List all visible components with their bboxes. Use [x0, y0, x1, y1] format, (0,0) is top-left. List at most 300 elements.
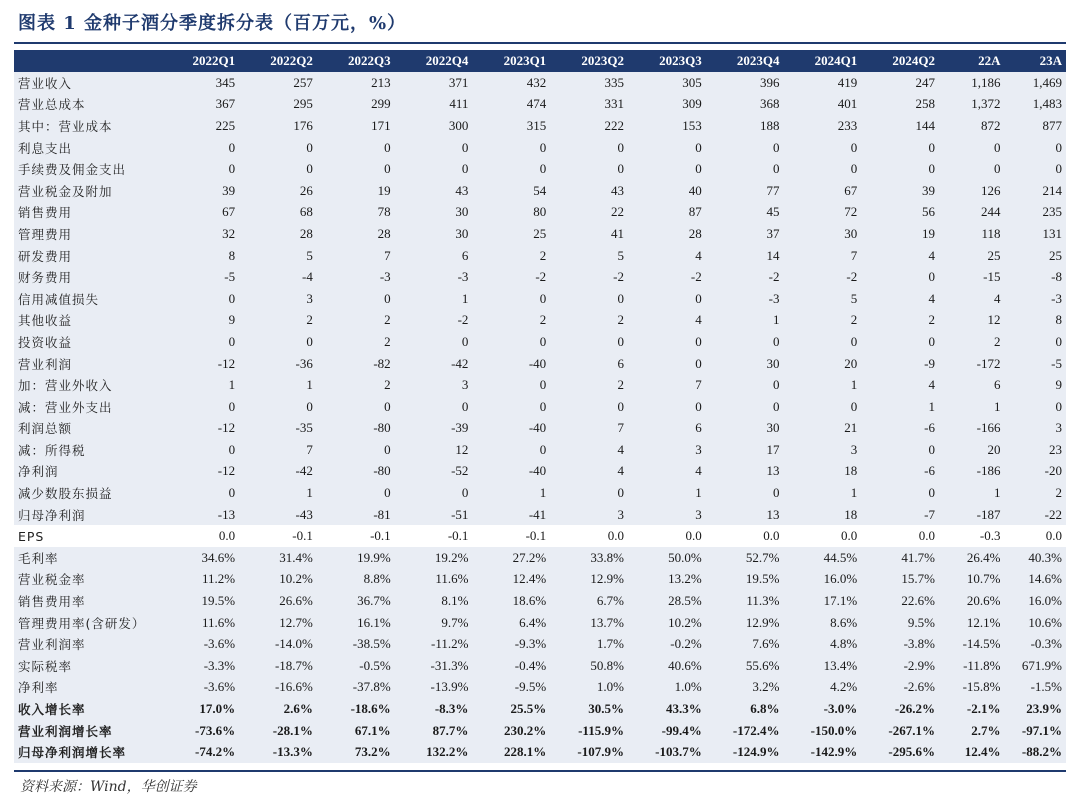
table-cell: -9.5%	[514, 679, 547, 695]
table-cell: 39	[922, 182, 936, 198]
table-cell: 13.2%	[668, 571, 702, 587]
table-row	[14, 633, 1066, 655]
table-cell: 5	[617, 247, 624, 263]
table-cell: 872	[981, 117, 1001, 133]
table-cell: -3	[457, 269, 469, 285]
table-row	[14, 461, 1066, 483]
table-cell: -80	[373, 463, 391, 479]
table-cell: -0.4%	[514, 657, 547, 673]
table-cell: 25	[1049, 247, 1062, 263]
row-label: 加：营业外收入	[18, 378, 113, 394]
table-cell: -0.3%	[1030, 636, 1062, 652]
table-cell: -28.1%	[272, 722, 313, 738]
table-cell: -40	[528, 355, 547, 371]
table-cell: 171	[371, 117, 391, 133]
table-cell: -15	[983, 269, 1001, 285]
table-cell: 0	[994, 139, 1001, 155]
table-cell: 126	[981, 182, 1001, 198]
table-row	[14, 266, 1066, 288]
table-cell: 13.7%	[590, 614, 624, 630]
table-row	[14, 482, 1066, 504]
table-cell: 0	[617, 333, 624, 349]
table-cell: 2	[994, 333, 1001, 349]
table-cell: 1	[695, 485, 702, 501]
table-cell: 257	[293, 74, 313, 90]
table-row	[14, 310, 1066, 332]
row-label: 毛利率	[18, 550, 59, 566]
table-cell: 0	[461, 161, 469, 177]
table-cell: 2	[384, 377, 391, 393]
table-cell: 55.6%	[745, 657, 780, 673]
table-cell: 43	[610, 182, 624, 198]
table-cell: 28	[377, 225, 391, 241]
row-label: 财务费用	[18, 270, 73, 286]
table-row	[14, 158, 1066, 180]
table-cell: 4	[695, 463, 702, 479]
table-cell: -35	[295, 420, 313, 436]
table-cell: -166	[976, 420, 1001, 436]
table-cell: -3	[379, 269, 391, 285]
table-cell: 0.0	[218, 528, 236, 544]
table-cell: 2	[539, 247, 547, 263]
source-note: 资料来源：Wind，华创证券	[20, 779, 197, 795]
table-cell: -8	[1051, 269, 1062, 285]
table-cell: 12.1%	[966, 614, 1001, 630]
table-cell: 3	[617, 506, 624, 522]
table-cell: 0	[384, 485, 391, 501]
table-cell: 31.4%	[279, 549, 313, 565]
table-cell: -14.0%	[274, 636, 313, 652]
table-cell: 0	[617, 139, 624, 155]
table-cell: 30	[844, 225, 858, 241]
table-cell: 345	[215, 74, 236, 90]
table-cell: -3.8%	[903, 636, 936, 652]
table-cell: 6	[617, 355, 624, 371]
table-cell: 0	[461, 333, 469, 349]
table-row	[14, 741, 1066, 763]
table-cell: 16.1%	[357, 614, 391, 630]
table-row	[14, 569, 1066, 591]
table-cell: 214	[1042, 182, 1062, 198]
table-cell: -2.9%	[903, 657, 936, 673]
table-cell: 230.2%	[503, 722, 547, 738]
table-cell: 15.7%	[901, 571, 936, 587]
table-cell: 14.6%	[1028, 571, 1062, 587]
table-cell: 0	[928, 269, 936, 285]
table-row	[14, 137, 1066, 159]
table-cell: -41	[528, 506, 547, 522]
table-cell: -2	[768, 269, 780, 285]
table-cell: 4	[617, 441, 624, 457]
row-label: 利息支出	[18, 140, 73, 156]
table-cell: 10.2%	[279, 571, 313, 587]
table-cell: 0	[617, 485, 624, 501]
title-divider	[14, 42, 1066, 44]
table-cell: -42	[295, 463, 313, 479]
header-label-cell	[14, 50, 161, 72]
table-cell: 87	[688, 204, 702, 220]
table-cell: 20	[844, 355, 858, 371]
row-label: 销售费用	[18, 205, 73, 221]
table-cell: 40.3%	[1028, 549, 1062, 565]
header-cell: 2024Q1	[783, 50, 861, 72]
table-cell: -115.9%	[578, 722, 624, 738]
table-cell: 7	[850, 247, 858, 263]
table-cell: -18.6%	[350, 701, 391, 717]
table-cell: 367	[215, 96, 236, 112]
table-cell: 0.0	[685, 528, 702, 544]
table-cell: -31.3%	[430, 657, 469, 673]
table-row	[14, 547, 1066, 569]
table-cell: 11.6%	[202, 614, 236, 630]
table-row	[14, 612, 1066, 634]
table-cell: 30	[455, 204, 469, 220]
table-cell: 1	[772, 312, 780, 328]
row-label: 营业利润增长率	[18, 723, 113, 739]
table-cell: 671.9%	[1021, 657, 1062, 673]
table-cell: 30	[455, 225, 469, 241]
table-cell: -103.7%	[655, 744, 702, 760]
table-cell: 4	[695, 247, 702, 263]
table-cell: 0	[384, 290, 391, 306]
table-cell: 7.6%	[752, 636, 780, 652]
table-cell: 17	[766, 441, 780, 457]
table-cell: -20	[1044, 463, 1062, 479]
table-cell: -42	[451, 355, 469, 371]
table-cell: 0	[695, 139, 702, 155]
row-label: 管理费用率(含研发）	[18, 615, 146, 631]
table-row	[14, 525, 1066, 547]
table-cell: 0	[384, 139, 391, 155]
table-cell: 13	[766, 506, 780, 522]
table-cell: 7	[617, 420, 624, 436]
table-cell: 0	[1055, 139, 1062, 155]
table-cell: -2	[690, 269, 702, 285]
figure-title: 图表 1 金种子酒分季度拆分表（百万元，%）	[18, 13, 407, 34]
table-cell: 2.7%	[971, 722, 1001, 738]
table-cell: 244	[981, 204, 1001, 220]
table-cell: 22.6%	[901, 593, 936, 609]
table-cell: 0.0	[763, 528, 780, 544]
table-cell: 67	[844, 182, 858, 198]
table-cell: -0.1	[370, 528, 391, 544]
table-cell: 39	[222, 182, 236, 198]
table-cell: 3	[306, 290, 313, 306]
table-cell: 19.9%	[357, 549, 391, 565]
table-cell: 17.0%	[199, 701, 236, 717]
table-cell: 1	[994, 485, 1001, 501]
table-cell: -8.3%	[434, 701, 469, 717]
table-cell: -172.4%	[732, 722, 780, 738]
table-cell: -80	[373, 420, 391, 436]
table-cell: 1	[306, 377, 313, 393]
table-cell: 68	[299, 204, 313, 220]
table-cell: 6.4%	[519, 614, 547, 630]
table-cell: 8.1%	[441, 593, 469, 609]
table-cell: 3.2%	[752, 679, 780, 695]
table-cell: 0.0	[918, 528, 936, 544]
table-cell: -12	[217, 463, 236, 479]
row-label: 投资收益	[18, 334, 73, 350]
table-cell: 1,186	[971, 74, 1001, 90]
table-cell: -13	[217, 506, 236, 522]
table-cell: 67	[222, 204, 236, 220]
table-cell: -81	[373, 506, 391, 522]
table-cell: -3	[768, 290, 780, 306]
table-cell: 2	[850, 312, 858, 328]
table-cell: 4.2%	[830, 679, 858, 695]
table-cell: -6	[924, 420, 936, 436]
table-cell: 0	[306, 333, 313, 349]
table-cell: 13.4%	[823, 657, 858, 673]
table-cell: 6.8%	[750, 701, 780, 717]
table-row	[14, 655, 1066, 677]
table-cell: -38.5%	[352, 636, 391, 652]
table-cell: 36.7%	[357, 593, 391, 609]
table-cell: -12	[217, 420, 236, 436]
table-cell: -2	[846, 269, 858, 285]
table-cell: -11.2%	[430, 636, 469, 652]
table-cell: 0	[539, 139, 547, 155]
table-cell: 16.0%	[823, 571, 858, 587]
table-cell: 26	[299, 182, 313, 198]
table-cell: -2	[613, 269, 624, 285]
table-cell: 0	[772, 485, 780, 501]
table-cell: 0	[1055, 161, 1062, 177]
table-row	[14, 698, 1066, 720]
table-cell: -0.1	[292, 528, 313, 544]
table-cell: -150.0%	[810, 722, 858, 738]
table-cell: -267.1%	[888, 722, 936, 738]
table-cell: 3	[695, 441, 702, 457]
table-cell: 10.6%	[1028, 614, 1062, 630]
table-cell: 12.7%	[279, 614, 313, 630]
header-cell: 2022Q2	[239, 50, 317, 72]
table-cell: -13.9%	[430, 679, 469, 695]
table-row	[14, 439, 1066, 461]
table-cell: 50.0%	[668, 549, 702, 565]
table-cell: -124.9%	[732, 744, 780, 760]
table-cell: 0.0	[841, 528, 858, 544]
table-cell: 10.7%	[966, 571, 1001, 587]
table-cell: 1	[850, 485, 858, 501]
table-cell: -22	[1044, 506, 1062, 522]
table-cell: -52	[451, 463, 469, 479]
table-cell: 411	[449, 96, 469, 112]
row-label: 归母净利润增长率	[18, 745, 127, 761]
table-row	[14, 590, 1066, 612]
table-cell: 0	[928, 485, 936, 501]
table-cell: 11.3%	[746, 593, 780, 609]
table-cell: -82	[373, 355, 391, 371]
table-cell: 3	[1055, 420, 1062, 436]
table-cell: 228.1%	[503, 744, 547, 760]
table-cell: -2	[457, 312, 469, 328]
table-row	[14, 180, 1066, 202]
table-cell: 72	[844, 204, 858, 220]
table-cell: 6	[695, 420, 702, 436]
table-header-row	[14, 50, 1066, 72]
table-cell: 0	[772, 377, 780, 393]
table-cell: -187	[976, 506, 1001, 522]
table-cell: -107.9%	[577, 744, 624, 760]
table-cell: 0	[228, 139, 236, 155]
table-cell: 1	[994, 398, 1001, 414]
table-row	[14, 94, 1066, 116]
table-cell: 1	[228, 377, 236, 393]
table-cell: 23	[1049, 441, 1062, 457]
table-cell: 0	[539, 441, 547, 457]
table-cell: 25.5%	[510, 701, 547, 717]
financial-table	[14, 50, 1066, 763]
table-cell: -15.8%	[962, 679, 1001, 695]
table-cell: 0	[228, 161, 236, 177]
table-cell: -14.5%	[962, 636, 1001, 652]
table-cell: 0	[384, 161, 391, 177]
table-cell: 80	[533, 204, 547, 220]
table-cell: 3	[461, 377, 469, 393]
table-cell: 12.4%	[964, 744, 1001, 760]
table-cell: 188	[759, 117, 780, 133]
table-cell: 0	[695, 398, 702, 414]
table-cell: 37	[766, 225, 780, 241]
header-cell: 2023Q2	[550, 50, 628, 72]
table-cell: 0.0	[1045, 528, 1062, 544]
table-cell: 5	[850, 290, 858, 306]
table-cell: -3.6%	[203, 636, 236, 652]
table-cell: 153	[682, 117, 702, 133]
table-cell: 40	[688, 182, 702, 198]
row-label: 利润总额	[18, 421, 73, 437]
table-cell: 4	[928, 247, 936, 263]
table-cell: 26.4%	[966, 549, 1001, 565]
table-cell: 0	[617, 290, 624, 306]
table-cell: 371	[448, 74, 469, 90]
table-cell: 2.6%	[283, 701, 313, 717]
table-row	[14, 245, 1066, 267]
table-cell: 19	[377, 182, 391, 198]
header-cell: 2023Q4	[706, 50, 784, 72]
table-cell: 235	[1042, 204, 1062, 220]
table-cell: 0	[928, 441, 936, 457]
table-cell: -0.1	[525, 528, 547, 544]
table-cell: 335	[604, 74, 624, 90]
row-label: 净利率	[18, 680, 59, 696]
table-cell: 233	[837, 117, 858, 133]
table-cell: 0	[850, 139, 858, 155]
table-cell: -13.3%	[272, 744, 313, 760]
table-cell: 877	[1042, 117, 1062, 133]
table-cell: 131	[1042, 225, 1062, 241]
table-cell: 1	[539, 485, 547, 501]
table-cell: -99.4%	[661, 722, 702, 738]
table-cell: 0	[772, 139, 780, 155]
row-label: 减：所得税	[18, 442, 86, 458]
table-cell: -7	[924, 506, 936, 522]
table-cell: 7	[306, 441, 313, 457]
row-label: 销售费用率	[18, 594, 86, 610]
table-cell: 0	[1055, 398, 1062, 414]
table-cell: 12	[455, 441, 469, 457]
table-cell: -0.1	[447, 528, 469, 544]
table-cell: 6	[994, 377, 1001, 393]
table-cell: 0	[228, 398, 236, 414]
table-cell: 8.8%	[363, 571, 391, 587]
table-cell: -0.2%	[670, 636, 702, 652]
table-cell: 132.2%	[426, 744, 469, 760]
table-cell: -37.8%	[352, 679, 391, 695]
table-cell: 8	[228, 247, 236, 263]
table-cell: 331	[604, 96, 624, 112]
row-label: 营业利润	[18, 356, 73, 372]
table-cell: 213	[371, 74, 391, 90]
table-cell: 225	[215, 117, 236, 133]
table-cell: 73.2%	[354, 744, 391, 760]
table-cell: -36	[295, 355, 313, 371]
table-cell: 78	[377, 204, 391, 220]
header-cell: 2024Q2	[861, 50, 939, 72]
table-cell: 9	[1055, 377, 1062, 393]
table-cell: 4.8%	[830, 636, 858, 652]
table-cell: 0	[617, 398, 624, 414]
table-cell: -0.5%	[359, 657, 391, 673]
table-cell: 41.7%	[901, 549, 936, 565]
table-row	[14, 504, 1066, 526]
header-cell: 2023Q3	[628, 50, 706, 72]
row-label: 实际税率	[18, 658, 73, 674]
table-cell: 20	[987, 441, 1001, 457]
table-cell: 0	[928, 139, 936, 155]
table-cell: -3.0%	[823, 701, 858, 717]
table-cell: -186	[976, 463, 1001, 479]
table-cell: 0	[695, 161, 702, 177]
table-cell: 19	[922, 225, 936, 241]
table-cell: 6.7%	[596, 593, 624, 609]
table-cell: 0	[461, 398, 469, 414]
table-cell: 4	[928, 290, 936, 306]
table-cell: 0	[228, 290, 236, 306]
table-cell: 27.2%	[512, 549, 547, 565]
table-cell: 0	[928, 333, 936, 349]
table-cell: 258	[915, 96, 936, 112]
header-cell: 2022Q1	[161, 50, 239, 72]
table-cell: 67.1%	[354, 722, 391, 738]
header-cell: 2023Q1	[472, 50, 550, 72]
table-row	[14, 374, 1066, 396]
table-cell: 0	[228, 485, 236, 501]
row-label: 手续费及佣金支出	[18, 162, 127, 178]
table-cell: 1.0%	[674, 679, 702, 695]
table-cell: 0	[306, 398, 313, 414]
table-cell: 19.5%	[201, 593, 236, 609]
table-cell: -2.6%	[903, 679, 936, 695]
table-cell: 1,483	[1032, 96, 1062, 112]
table-cell: 19.2%	[434, 549, 469, 565]
table-cell: 0	[928, 161, 936, 177]
table-cell: 11.6%	[435, 571, 469, 587]
table-cell: 8.6%	[830, 614, 858, 630]
row-label: 管理费用	[18, 226, 73, 242]
row-label: 研发费用	[18, 248, 73, 264]
table-cell: 432	[526, 74, 547, 90]
table-cell: 6	[461, 247, 469, 263]
table-cell: -3	[1051, 290, 1062, 306]
table-cell: 34.6%	[201, 549, 236, 565]
table-cell: 2	[928, 312, 936, 328]
table-cell: -2	[535, 269, 547, 285]
table-cell: 0	[994, 161, 1001, 177]
table-cell: 13	[766, 463, 780, 479]
